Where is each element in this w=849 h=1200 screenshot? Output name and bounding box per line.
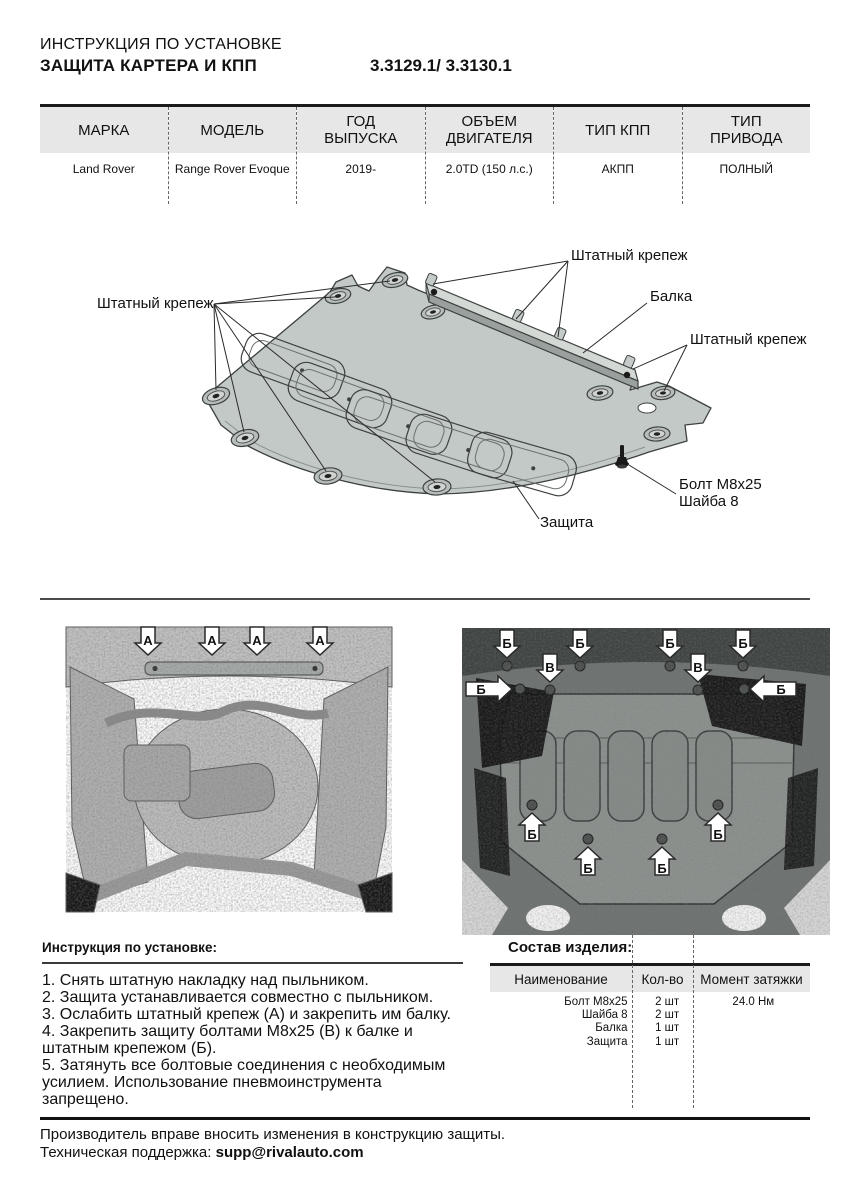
footer-note: Производитель вправе вносить изменения в конструкцию защиты. — [40, 1126, 506, 1143]
arrow-label-b: Б — [665, 636, 675, 651]
parts-row — [490, 1009, 810, 1022]
part-qty: 1 шт — [655, 1022, 680, 1035]
spec-header-line: ДВИГАТЕЛЯ — [445, 130, 533, 147]
arrow-label-a: А — [252, 633, 262, 648]
spec-col-model — [169, 107, 298, 204]
doc-type-title: ИНСТРУКЦИЯ ПО УСТАНОВКЕ — [40, 36, 282, 53]
instruction-line: запрещено. — [42, 1091, 129, 1108]
parts-row — [490, 996, 810, 1009]
parts-row — [490, 1036, 810, 1049]
spec-header-line: ОБЪЕМ — [461, 113, 517, 130]
arrow-label-a: А — [143, 633, 153, 648]
label-beam: Балка — [650, 288, 693, 305]
label-plate: Защита — [540, 514, 594, 531]
parts-header-qty: Кол-во — [641, 971, 684, 987]
arrow-label-a: А — [315, 633, 325, 648]
parts-header-torque: Момент затяжки — [700, 971, 803, 987]
spec-header-line: МОДЕЛЬ — [200, 121, 265, 139]
part-torque — [697, 1009, 810, 1022]
spec-header-line: ТИП КПП — [585, 121, 651, 139]
footer-support-line — [40, 1144, 505, 1162]
spec-header-year — [297, 107, 425, 153]
instruction-line: 2. Защита устанавливается совместно с пыльником. — [42, 989, 434, 1006]
beam-bolt — [431, 289, 437, 295]
arrow-label-b: Б — [657, 861, 667, 876]
parts-row — [490, 1022, 810, 1035]
spec-col-brand — [40, 107, 169, 204]
spec-value-gearbox: АКПП — [601, 162, 634, 176]
instruction-line: усилием. Использование пневмоинструмента — [42, 1074, 382, 1091]
exploded-diagram — [35, 235, 815, 540]
label-factory-fastener-right: Штатный крепеж — [690, 331, 807, 348]
arrow-label-b: Б — [575, 636, 585, 651]
spec-header-gearbox — [554, 107, 682, 153]
spec-col-gearbox — [554, 107, 683, 204]
part-torque — [697, 1036, 810, 1049]
part-name: Болт М8х25 — [564, 996, 628, 1008]
photo-installed-plate — [462, 618, 830, 935]
arrow-label-b: Б — [713, 827, 723, 842]
label-factory-fastener-top: Штатный крепеж — [571, 247, 688, 264]
support-email: supp@rivalauto.com — [215, 1143, 364, 1161]
spec-value-year: 2019- — [345, 162, 377, 176]
photo-grain — [66, 627, 392, 912]
support-label: Техническая поддержка: — [40, 1143, 216, 1161]
spec-header-model — [169, 107, 297, 153]
beam-bolt — [624, 372, 630, 378]
instruction-line: 4. Закрепить защиту болтами М8х25 (В) к балке и — [42, 1023, 413, 1040]
part-numbers: 3.3129.1/ 3.3130.1 — [370, 56, 512, 75]
arrow-label-b: Б — [476, 682, 486, 697]
part-torque — [697, 1022, 810, 1035]
part-qty: 2 шт — [655, 996, 680, 1008]
spec-header-drive — [683, 107, 811, 153]
spec-value-model: Range Rover Evoque — [174, 162, 290, 176]
section-divider — [40, 598, 810, 600]
part-qty: 2 шт — [655, 1009, 680, 1022]
arrow-label-b: Б — [583, 861, 593, 876]
part-qty: 1 шт — [655, 1035, 680, 1048]
spec-value-brand: Land Rover — [72, 162, 135, 176]
parts-header-name: Наименование — [514, 971, 608, 987]
parts-column-divider — [632, 930, 633, 1108]
label-bolt: Болт М8х25 — [679, 476, 762, 493]
instructions-list — [42, 972, 487, 1108]
label-washer: Шайба 8 — [679, 493, 739, 510]
arrow-label-b: Б — [527, 827, 537, 842]
arrow-label-v: В — [693, 660, 703, 675]
part-torque: 24.0 Нм — [732, 996, 775, 1008]
instruction-line: штатным крепежом (Б). — [42, 1040, 217, 1057]
footer-divider — [40, 1117, 810, 1120]
spec-col-engine — [426, 107, 555, 204]
spec-header-engine — [426, 107, 554, 153]
parts-header-row — [490, 966, 810, 992]
spec-header-brand — [40, 107, 168, 153]
arrow-label-v: В — [545, 660, 555, 675]
product-title: ЗАЩИТА КАРТЕРА И КПП — [40, 56, 257, 75]
spec-header-line: ГОД — [346, 113, 376, 130]
spec-value-engine: 2.0TD (150 л.с.) — [445, 162, 533, 176]
part-name: Защита — [586, 1035, 628, 1048]
spec-col-year — [297, 107, 426, 204]
footer — [40, 1126, 505, 1161]
parts-table — [490, 963, 810, 1049]
through-hole — [638, 403, 656, 413]
arrow-label-b: Б — [502, 636, 512, 651]
instruction-line: 3. Ослабить штатный крепеж (А) и закрепить им балку. — [42, 1006, 451, 1023]
instruction-line: 1. Снять штатную накладку над пыльником. — [42, 972, 369, 989]
instructions-title: Инструкция по установке: — [42, 940, 217, 955]
instruction-line: 5. Затянуть все болтовые соединения с необходимым — [42, 1057, 446, 1074]
spec-header-line: ТИП — [730, 113, 762, 130]
photo-underbody-beam — [66, 627, 392, 912]
part-name: Шайба 8 — [581, 1009, 628, 1022]
parts-column-divider — [693, 930, 694, 1108]
spec-table — [40, 104, 810, 204]
spec-value-drive: ПОЛНЫЙ — [719, 162, 774, 176]
instructions-underline — [42, 962, 463, 964]
photo-grain — [462, 628, 830, 935]
parts-title: Состав изделия: — [508, 939, 633, 956]
arrow-label-a: А — [207, 633, 217, 648]
parts-body — [490, 992, 810, 1049]
spec-header-line: ВЫПУСКА — [324, 130, 398, 147]
spec-header-line: ПРИВОДА — [709, 130, 783, 147]
label-factory-fastener-left: Штатный крепеж — [97, 295, 214, 312]
arrow-label-b: Б — [776, 682, 786, 697]
arrow-label-b: Б — [738, 636, 748, 651]
spec-header-line: МАРКА — [78, 121, 130, 139]
spec-col-drive — [683, 107, 811, 204]
part-name: Балка — [595, 1022, 628, 1035]
